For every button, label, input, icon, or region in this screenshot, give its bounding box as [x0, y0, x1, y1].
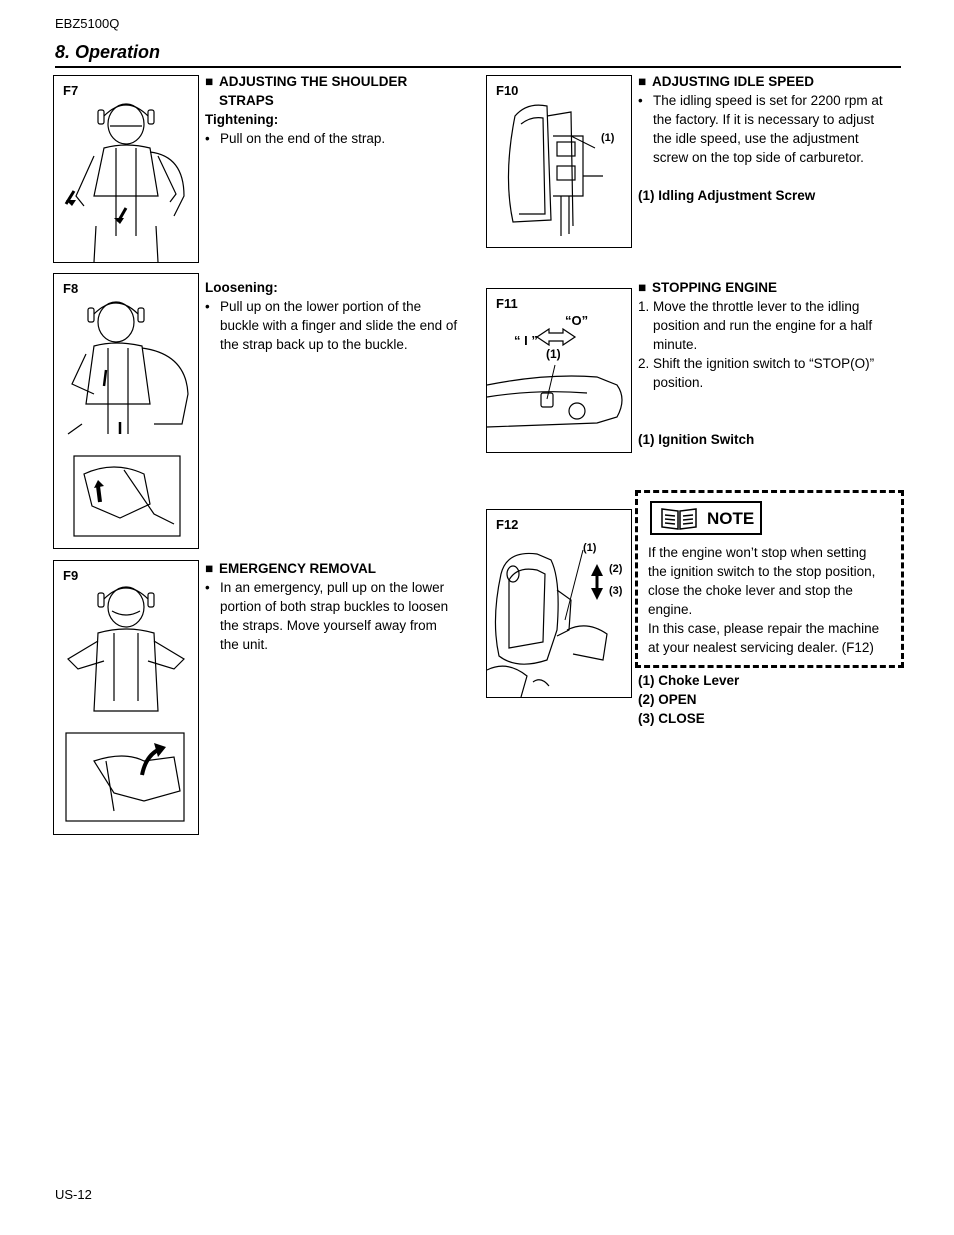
callout-1: (1): [601, 132, 615, 144]
square-bullet-icon: ■: [638, 280, 647, 295]
figure-f7: [53, 75, 199, 263]
bullet-icon: •: [638, 93, 643, 108]
loosening-label: Loosening:: [205, 280, 278, 295]
heading-text: ADJUSTING THE SHOULDER STRAPS: [219, 74, 408, 108]
bullet-icon: •: [205, 299, 210, 314]
section-heading: ■ STOPPING ENGINE: [638, 280, 778, 295]
step-1: 1. Move the throttle lever to the idling position and run the engine for a half minute.: [638, 299, 873, 352]
bullet-icon: •: [205, 131, 210, 146]
callout-1: (1): [546, 347, 561, 361]
section-title: 8. Operation: [55, 42, 161, 62]
section-heading: [205, 72, 475, 110]
callout-3: (3): [609, 585, 623, 597]
idle-bullet: • The idling speed is set for 2200 rpm at the factory. If it is necessary to adjust the idle speed, use the adjustment screw on the top side of carburetor.: [638, 93, 883, 165]
position-o-label: “O”: [565, 313, 589, 328]
idle-legend: (1) Idling Adjustment Screw: [638, 188, 816, 203]
carburetor-illustration: [487, 76, 631, 247]
step-2: 2. Shift the ignition switch to “STOP(O)” position.: [638, 356, 875, 390]
figure-f10: [486, 75, 632, 248]
note-box: [635, 490, 904, 668]
shoulder-strap-tightening-illustration: [54, 76, 198, 262]
emergency-bullet: • In an emergency, pull up on the lower portion of both strap buckles to loosen the straps. Move yourself away from the unit.: [205, 580, 449, 652]
figure-label: F9: [63, 568, 79, 583]
ignition-switch-illustration: [487, 289, 631, 452]
shoulder-straps-section: [205, 72, 475, 148]
ignition-legend: (1) Ignition Switch: [638, 432, 755, 447]
choke-lever-illustration: [487, 510, 631, 697]
loosening-bullet: • Pull up on the lower portion of the buckle with a finger and slide the end of the strap back up to the buckle.: [205, 299, 458, 352]
figure-label: F10: [496, 83, 519, 98]
section-heading: ■ EMERGENCY REMOVAL: [205, 561, 377, 576]
square-bullet-icon: ■: [205, 561, 214, 576]
shoulder-strap-loosening-illustration: [54, 274, 198, 548]
position-i-label: “ I ”: [514, 333, 538, 348]
page-number: US-12: [55, 1187, 92, 1202]
figure-f11: [486, 288, 632, 453]
figure-label: F12: [496, 517, 519, 532]
model-number: EBZ5100Q: [55, 16, 120, 31]
stopping-engine-section: [638, 278, 900, 449]
callout-1: (1): [583, 542, 597, 554]
note-text: If the engine won’t stop when setting the ignition switch to the stop position, close the choke lever and stop the engine. In this case, please repair the machine at your nealest servicing dealer. (F12): [648, 545, 880, 655]
tightening-label: Tightening:: [205, 112, 279, 127]
tightening-bullet: • Pull on the end of the strap.: [205, 131, 386, 146]
open-book-icon: [660, 505, 700, 533]
note-badge-text: NOTE: [707, 509, 755, 528]
figure-f9: [53, 560, 199, 835]
square-bullet-icon: ■: [638, 74, 647, 89]
choke-legend: (1) Choke Lever (2) OPEN (3) CLOSE: [638, 673, 740, 726]
emergency-removal-illustration: [54, 561, 198, 834]
square-bullet-icon: ■: [205, 74, 214, 89]
figure-f12: [486, 509, 632, 698]
figure-label: F7: [63, 83, 79, 98]
emergency-removal-section: [205, 559, 475, 654]
callout-2: (2): [609, 563, 623, 575]
note-badge: [650, 501, 762, 535]
figure-f8: [53, 273, 199, 549]
bullet-icon: •: [205, 580, 210, 595]
figure-label: F11: [496, 296, 518, 311]
figure-label: F8: [63, 281, 79, 296]
title-rule: [55, 66, 901, 68]
section-heading: ■ ADJUSTING IDLE SPEED: [638, 74, 815, 89]
loosening-section: [205, 278, 475, 354]
idle-speed-section: [638, 72, 900, 205]
